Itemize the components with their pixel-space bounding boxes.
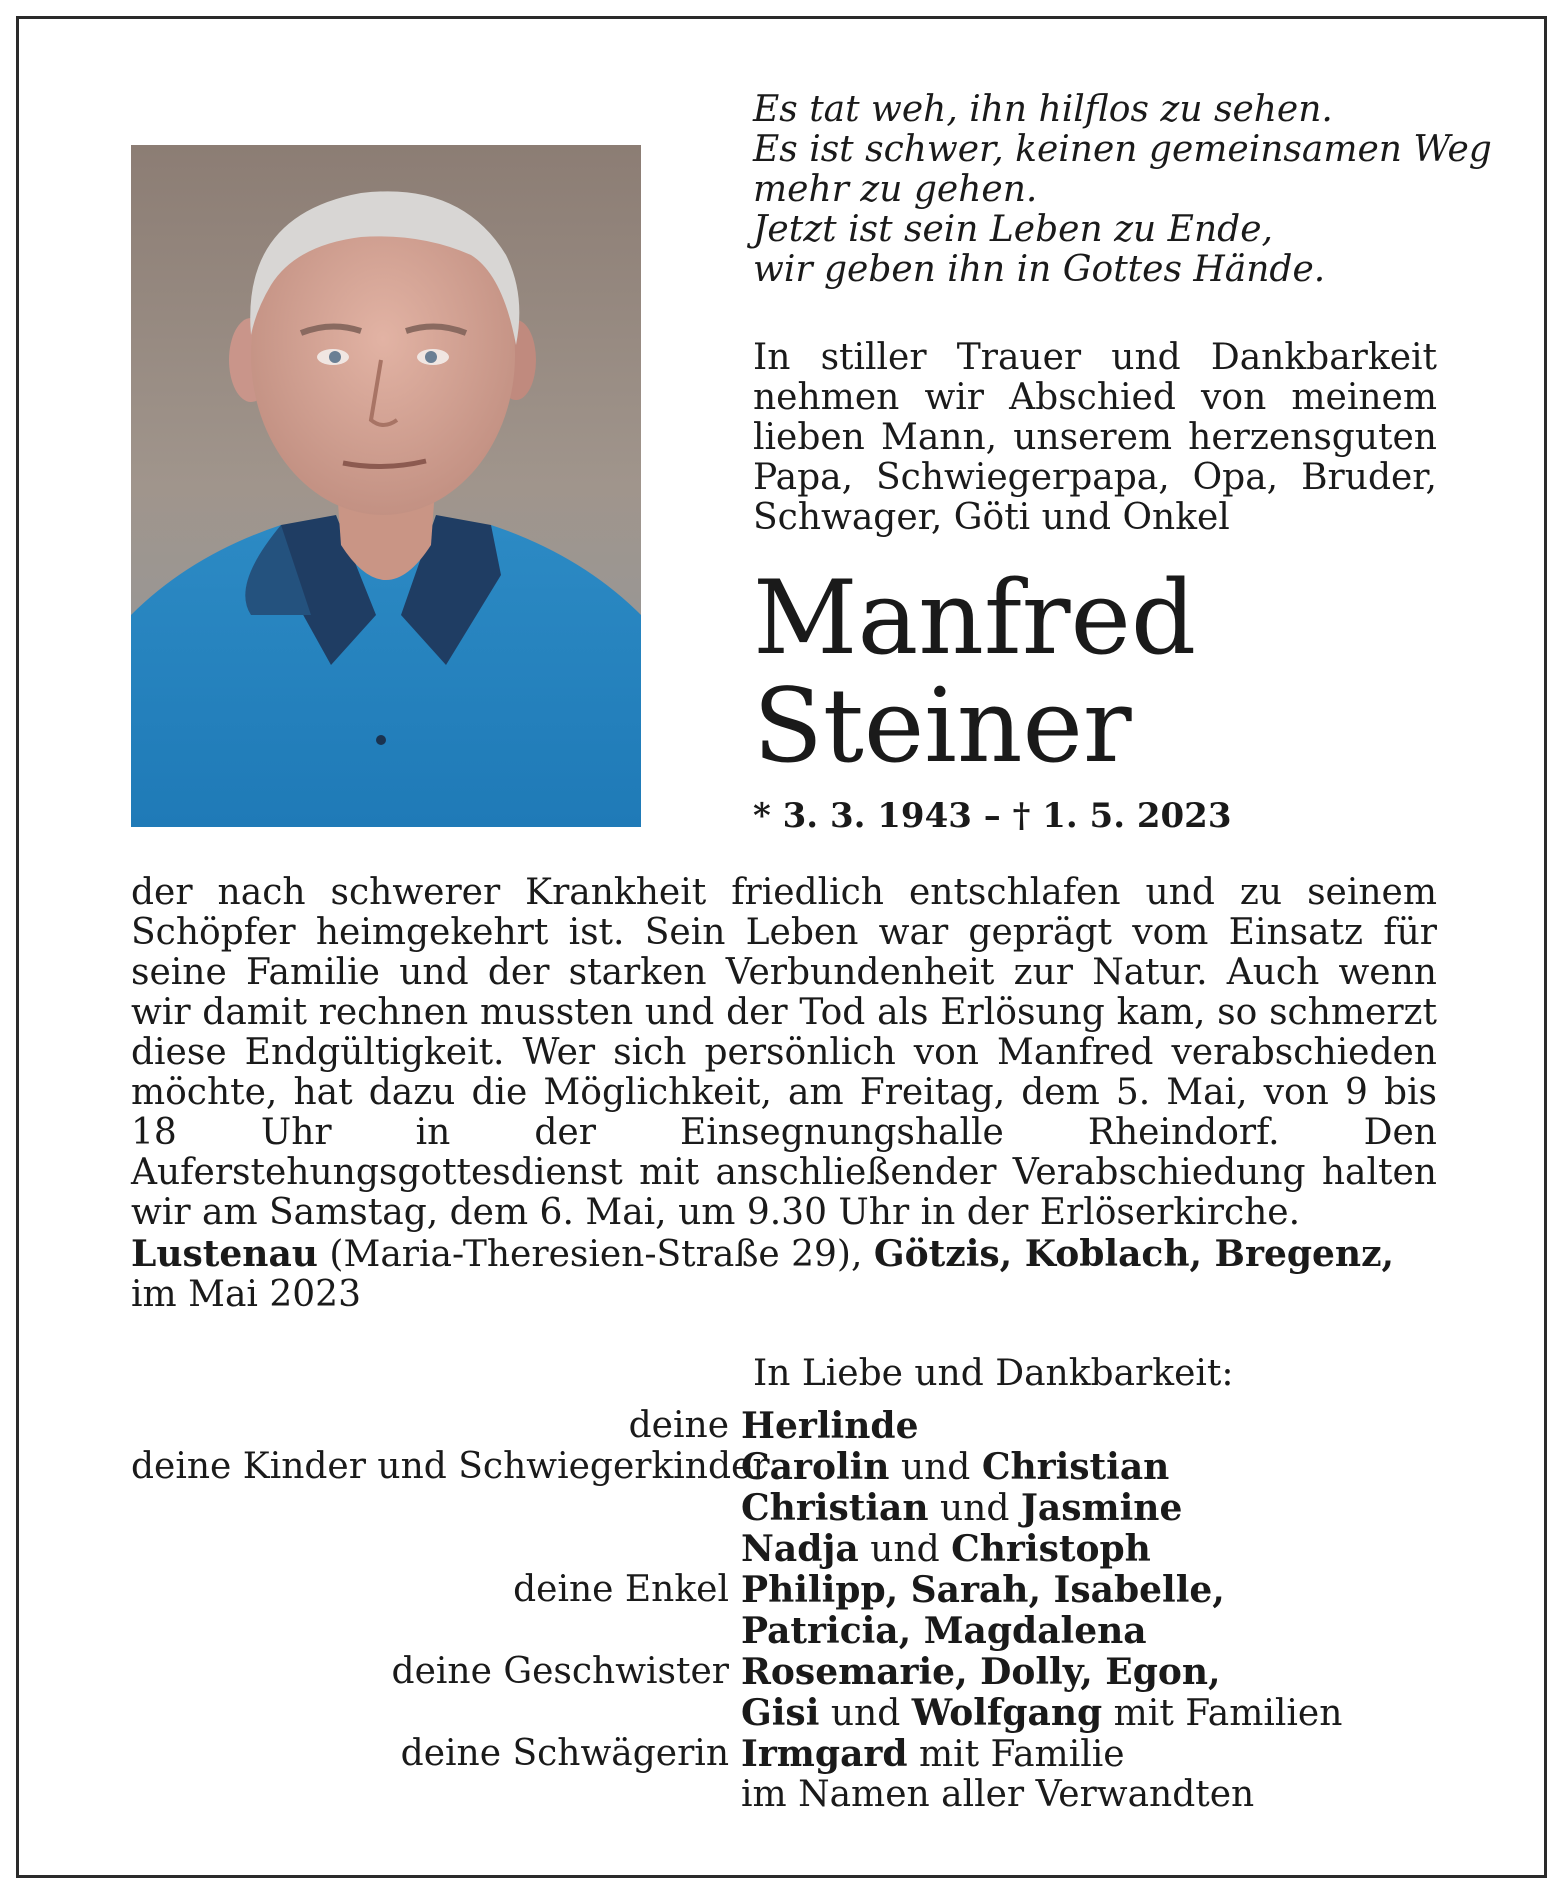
family-row xyxy=(131,1406,1451,1447)
family-closing: im Namen aller Verwandten xyxy=(741,1774,1255,1815)
family-role: deine xyxy=(628,1405,729,1446)
place-line xyxy=(131,1234,1451,1315)
poem-line: mehr zu gehen. xyxy=(753,169,1038,210)
conjunction: und xyxy=(900,1447,971,1488)
poem-line: Es ist schwer, keinen gemeinsamen Weg xyxy=(753,129,1492,170)
family-name: Patricia, Magdalena xyxy=(741,1610,1147,1652)
conjunction: und xyxy=(870,1529,940,1570)
family-row xyxy=(131,1529,1451,1570)
first-name: Manfred xyxy=(753,559,1197,678)
poem-line: Es tat weh, ihn hilflos zu sehen. xyxy=(753,89,1333,130)
family-suffix: mit Familien xyxy=(1113,1693,1343,1734)
family-row xyxy=(131,1488,1451,1529)
family-row xyxy=(131,1570,1451,1611)
address: (Maria-Theresien-Straße 29), xyxy=(329,1234,863,1275)
conjunction: und xyxy=(830,1693,901,1734)
family-suffix: mit Familie xyxy=(919,1734,1125,1775)
portrait-photo xyxy=(131,145,641,827)
family-name: Nadja xyxy=(741,1528,859,1570)
family-name: Herlinde xyxy=(741,1405,919,1447)
family-name: Irmgard xyxy=(741,1733,908,1775)
family-name: Philipp, Sarah, Isabelle, xyxy=(741,1569,1225,1611)
family-name: Christian xyxy=(981,1446,1170,1488)
family-name: Carolin xyxy=(741,1446,890,1488)
family-row xyxy=(131,1734,1451,1775)
family-row xyxy=(131,1652,1451,1693)
poem-line: wir geben ihn in Gottes Hände. xyxy=(753,249,1326,290)
family-name: Gisi xyxy=(741,1692,820,1734)
family-row xyxy=(131,1775,1451,1815)
family-name: Christoph xyxy=(951,1528,1151,1570)
family-name: Christian xyxy=(741,1487,929,1529)
family-role: deine Schwägerin xyxy=(400,1733,729,1774)
poem-line: Jetzt ist sein Leben zu Ende, xyxy=(753,209,1273,250)
last-name: Steiner xyxy=(753,667,1132,786)
place-date: im Mai 2023 xyxy=(131,1274,361,1315)
portrait-illustration xyxy=(131,145,641,827)
intro-text: In stiller Trauer und Dankbarkeit nehmen wir Abschied von meinem lieben Mann, unserem herzensguten Papa, Schwiegerpapa, Opa, Bruder, Schwager, Göti und Onkel xyxy=(753,337,1437,538)
town: Lustenau xyxy=(131,1233,318,1275)
poem xyxy=(753,89,1492,290)
family-role: deine Kinder und Schwiegerkinder xyxy=(131,1446,770,1487)
body-text: der nach schwerer Krankheit friedlich entschlafen und zu seinem Schöpfer heimgekehrt ist. Sein Leben war geprägt vom Einsatz für seine Familie und der starken Verbundenheit zur Natur. Auch wenn wir damit rechnen mussten und der Tod als Erlösung kam, so schmerzt diese Endgültigkeit. Wer sich persönlich von Manfred verabschieden möchte, hat dazu die Möglichkeit, am Freitag, dem 5. Mai, von 9 bis 18 Uhr in der Einsegnungshalle Rheindorf. Den Auferstehungsgottesdienst mit anschließender Verabschiedung halten wir am Samstag, dem 6. Mai, um 9.30 Uhr in der Erlöserkirche. xyxy=(131,872,1437,1233)
life-dates: * 3. 3. 1943 – † 1. 5. 2023 xyxy=(753,796,1232,836)
other-towns: Götzis, Koblach, Bregenz, xyxy=(873,1233,1395,1275)
conjunction: und xyxy=(940,1488,1010,1529)
deceased-name xyxy=(753,559,1197,786)
closing-line: In Liebe und Dankbarkeit: xyxy=(753,1353,1234,1394)
family-row xyxy=(131,1447,1451,1488)
family-name: Jasmine xyxy=(1020,1487,1183,1529)
family-role: deine Geschwister xyxy=(391,1651,729,1692)
family-row xyxy=(131,1693,1451,1734)
family-row xyxy=(131,1611,1451,1652)
family-name: Rosemarie, Dolly, Egon, xyxy=(741,1651,1221,1693)
family-list xyxy=(131,1406,1451,1815)
family-role: deine Enkel xyxy=(513,1569,729,1610)
family-name: Wolfgang xyxy=(911,1692,1103,1734)
